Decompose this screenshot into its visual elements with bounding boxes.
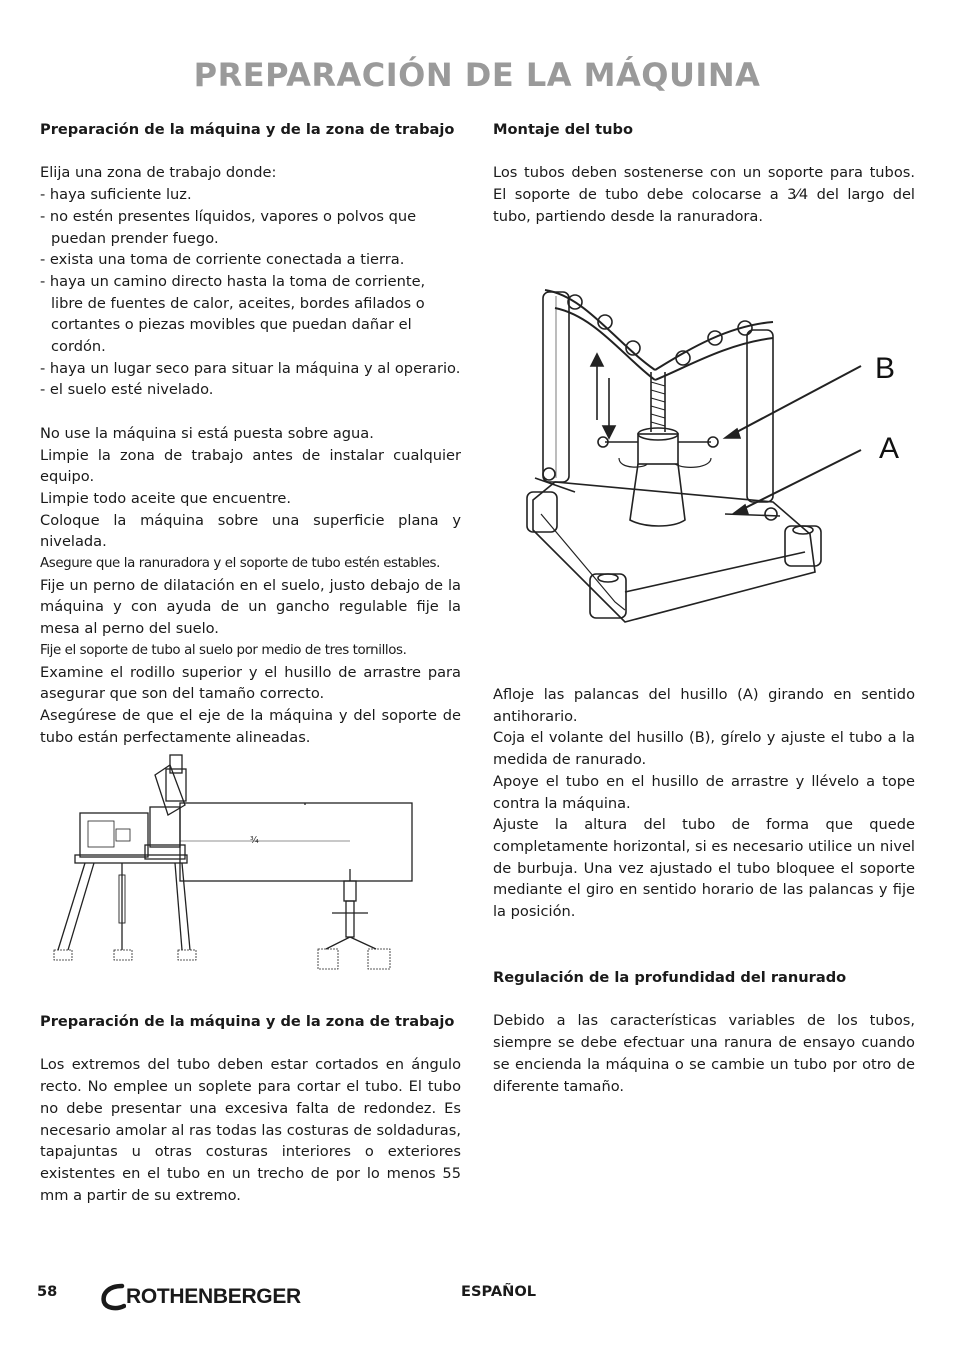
section-heading: Preparación de la máquina y de la zona de trabajo: [40, 1013, 455, 1030]
list-item: - haya suficiente luz.: [40, 186, 192, 204]
right-middle-section: [493, 684, 915, 923]
label-b: B: [875, 352, 896, 385]
figure-fraction-label: ¾: [250, 836, 259, 846]
machine-setup-illustration: [50, 745, 430, 977]
page-number: 58: [37, 1283, 58, 1300]
brand-logo-icon: [100, 1282, 126, 1312]
paragraph: Limpie la zona de trabajo antes de instalar cualquier equipo.: [40, 446, 461, 486]
label-a: A: [879, 432, 900, 465]
paragraph: Limpie todo aceite que encuentre.: [40, 489, 292, 507]
list-item: - el suelo esté nivelado.: [40, 381, 214, 399]
left-column: [40, 119, 461, 748]
brand-logo: [100, 1279, 301, 1315]
paragraph: Debido a las características variables de los tubos, siempre se debe efectuar una ranura de ensayo cuando se encienda la máquina o se cambie un tubo por otro de diferente tamaño.: [493, 1012, 915, 1095]
list-item: - no estén presentes líquidos, vapores o polvos que puedan prender fuego.: [40, 207, 417, 247]
paragraph: Fije el soporte de tubo al suelo por medio de tres tornillos.: [40, 642, 407, 658]
paragraph: Coloque la máquina sobre una superficie plana y nivelada.: [40, 511, 461, 551]
language-label: ESPAÑOL: [461, 1283, 537, 1300]
paragraph: Examine el rodillo superior y el husillo de arrastre para asegurar que son del tamaño correcto.: [40, 663, 461, 703]
list-item: - haya un lugar seco para situar la máquina y al operario.: [40, 359, 461, 377]
paragraph: No use la máquina si está puesta sobre agua.: [40, 424, 374, 442]
paragraph: Los extremos del tubo deben estar cortados en ángulo recto. No emplee un soplete para cortar el tubo. El tubo no debe presentar una excesiva falta de redondez. Es necesario amolar al ras todas las costuras de soldaduras, tapajuntas u otras costuras interiores o exteriores existentes en el tubo en un trecho de por lo menos 55 mm a partir de su extremo.: [40, 1056, 461, 1204]
page-title: PREPARACIÓN DE LA MÁQUINA: [193, 56, 761, 94]
section-heading: Montaje del tubo: [493, 121, 634, 138]
paragraph: Ajuste la altura del tubo de forma que quede completamente horizontal, si es necesario utilice un nivel de burbuja. Una vez ajustado el tubo bloquee el soporte mediante el giro en sentido horario de las palancas y fije la posición.: [493, 816, 915, 921]
pipe-stand-illustration: [515, 282, 915, 627]
paragraph: Coja el volante del husillo (B), gírelo y ajuste el tubo a la medida de ranurado.: [493, 729, 915, 769]
left-bottom-section: [40, 1011, 461, 1206]
brand-name: ROTHENBERGER: [126, 1285, 301, 1308]
paragraph: Afloje las palancas del husillo (A) girando en sentido antihorario.: [493, 686, 915, 725]
right-column-top: [493, 119, 915, 228]
list-item: - exista una toma de corriente conectada a tierra.: [40, 251, 405, 269]
paragraph: Los tubos deben sostenerse con un soporte para tubos. El soporte de tubo debe colocarse a 3⁄4 del largo del tubo, partiendo desde la ranuradora.: [493, 164, 915, 225]
right-bottom-section: [493, 967, 915, 1097]
paragraph: Asegúrese de que el eje de la máquina y del soporte de tubo están perfectamente alineadas.: [40, 706, 461, 746]
section-heading: Preparación de la máquina y de la zona de trabajo: [40, 121, 455, 138]
paragraph: Fije un perno de dilatación en el suelo, justo debajo de la máquina y con ayuda de un gancho regulable fije la mesa al perno del suelo.: [40, 576, 461, 638]
section-heading: Regulación de la profundidad del ranurado: [493, 969, 847, 986]
list-item: - haya un camino directo hasta la toma de corriente, libre de fuentes de calor, aceites, bordes afilados o cortantes o piezas movibles que puedan dañar el cordón.: [40, 272, 426, 356]
intro-text: Elija una zona de trabajo donde:: [40, 164, 277, 182]
paragraph: Asegure que la ranuradora y el soporte de tubo estén estables.: [40, 556, 440, 572]
paragraph: Apoye el tubo en el husillo de arrastre y llévelo a tope contra la máquina.: [493, 772, 915, 812]
